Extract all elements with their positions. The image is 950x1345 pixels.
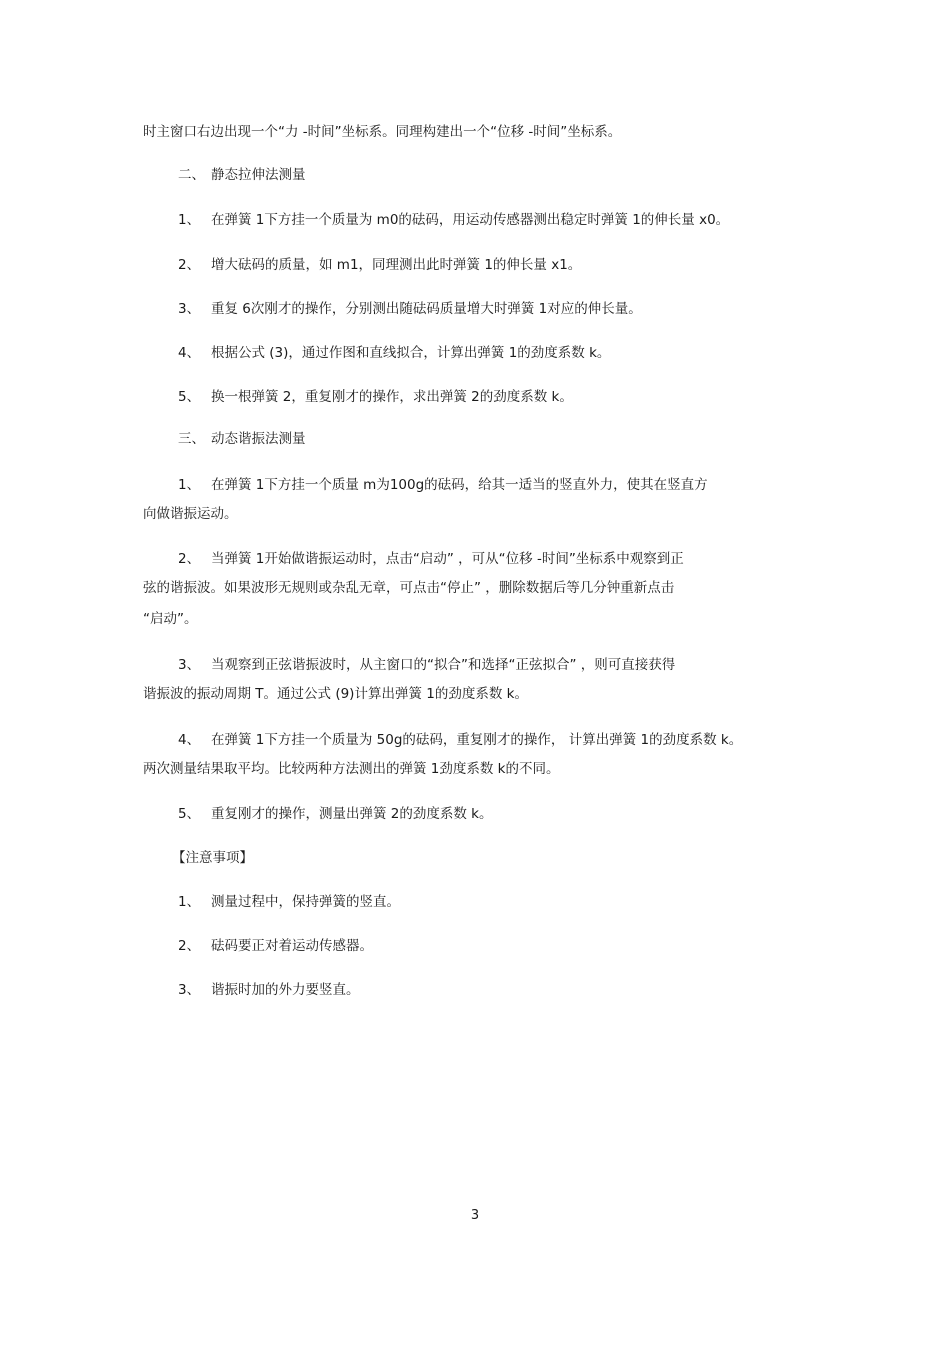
section-heading-dynamic: 三、 动态谐振法测量 (178, 431, 306, 447)
text-line: 弦的谐振波。如果波形无规则或杂乱无章，可点击“停止” ，删除数据后等几分钟重新点击 (143, 580, 675, 596)
text-line: 向做谐振运动。 (143, 506, 238, 522)
list-item: 2、 砝码要正对着运动传感器。 (178, 938, 373, 954)
text-line: “启动”。 (143, 611, 198, 627)
text-line: 两次测量结果取平均。比较两种方法测出的弹簧 1劲度系数 k的不同。 (143, 761, 560, 777)
list-item: 1、 测量过程中，保持弹簧的竖直。 (178, 894, 400, 910)
list-item: 5、 重复刚才的操作，测量出弹簧 2的劲度系数 k。 (178, 806, 493, 822)
text-line: 谐振波的振动周期 T。通过公式 (9)计算出弹簧 1的劲度系数 k。 (143, 686, 528, 702)
list-item: 4、 根据公式 (3)，通过作图和直线拟合，计算出弹簧 1的劲度系数 k。 (178, 345, 611, 361)
text-line: 时主窗口右边出现一个“力 -时间”坐标系。同理构建出一个“位移 -时间”坐标系。 (143, 124, 622, 140)
list-item: 2、 当弹簧 1开始做谐振运动时，点击“启动” ，可从“位移 -时间”坐标系中观察到正 (178, 551, 684, 567)
list-item: 3、 当观察到正弦谐振波时，从主窗口的“拟合”和选择“正弦拟合” ，则可直接获得 (178, 657, 676, 673)
section-heading-static: 二、 静态拉伸法测量 (178, 167, 306, 183)
list-item: 2、 增大砝码的质量，如 m1，同理测出此时弹簧 1的伸长量 x1。 (178, 257, 582, 273)
list-item: 3、 重复 6次刚才的操作，分别测出随砝码质量增大时弹簧 1对应的伸长量。 (178, 301, 642, 317)
list-item: 1、 在弹簧 1下方挂一个质量为 m0的砝码，用运动传感器测出稳定时弹簧 1的伸长量 x0。 (178, 212, 730, 228)
list-item: 1、 在弹簧 1下方挂一个质量 m为100g的砝码，给其一适当的竖直外力，使其在竖直方 (178, 477, 708, 493)
list-item: 4、 在弹簧 1下方挂一个质量为 50g的砝码，重复刚才的操作， 计算出弹簧 1的劲度系数 k。 (178, 732, 743, 748)
list-item: 3、 谐振时加的外力要竖直。 (178, 982, 360, 998)
notes-heading: 【注意事项】 (172, 850, 253, 866)
page-number: 3 (470, 1208, 480, 1223)
list-item: 5、 换一根弹簧 2，重复刚才的操作，求出弹簧 2的劲度系数 k。 (178, 389, 573, 405)
